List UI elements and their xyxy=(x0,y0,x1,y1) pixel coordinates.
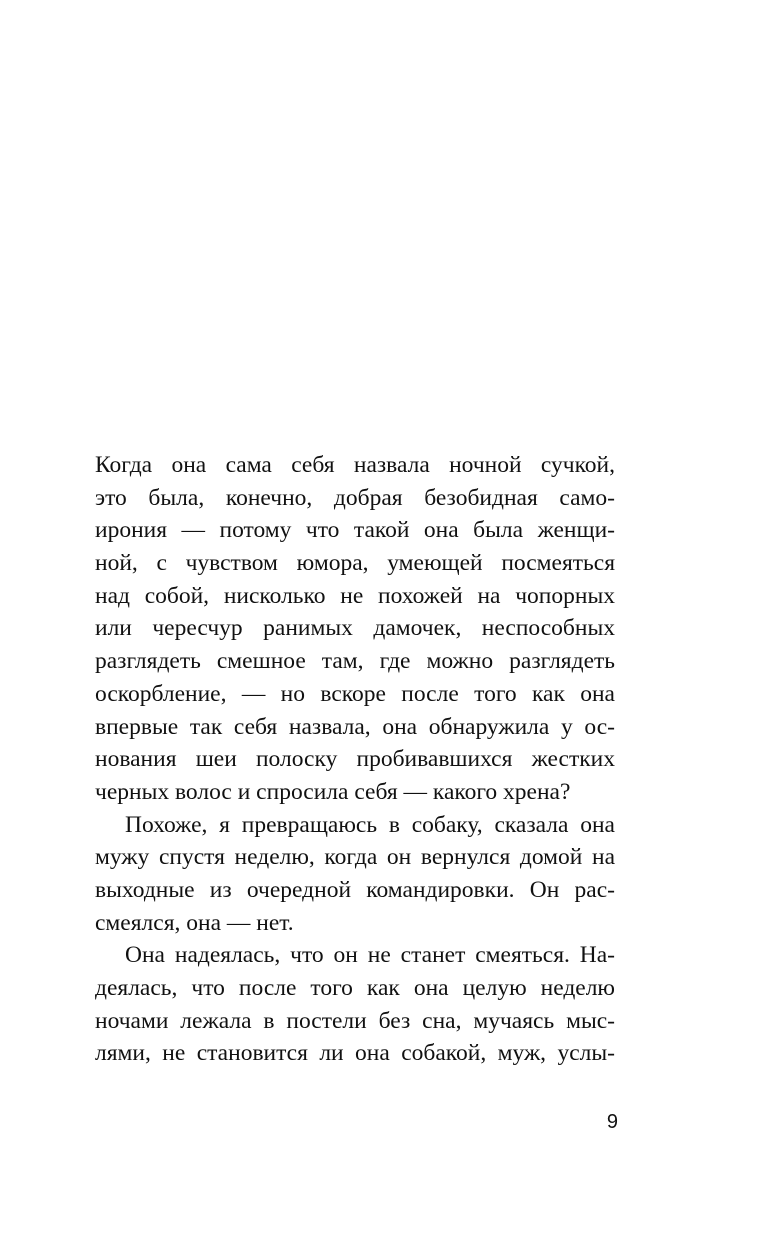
text-line: Когда она сама себя назвала ночной сучкой, xyxy=(95,452,615,478)
text-line: черных волос и спросила себя — какого хрена? xyxy=(95,778,571,805)
text-line: над собой, нисколько не похожей на чопорных xyxy=(95,582,615,609)
text-line: выходные из очередной командировки. Он рас- xyxy=(95,876,615,903)
text-line: смеялся, она — нет. xyxy=(95,909,294,936)
text-line: Она надеялась, что он не станет смеяться. На- xyxy=(125,942,615,969)
paragraph-3 xyxy=(95,939,615,1070)
paragraph-2 xyxy=(95,809,615,940)
text-line: ночами лежала в постели без сна, мучаясь мыс- xyxy=(95,1007,615,1034)
text-line: впервые так себя назвала, она обнаружила у ос- xyxy=(95,713,615,740)
text-line: деялась, что после того как она целую неделю xyxy=(95,975,615,1001)
text-line: ирония — потому что такой она была женщи- xyxy=(95,517,615,544)
text-line: мужу спустя неделю, когда он вернулся домой на xyxy=(95,844,615,871)
page-number: 9 xyxy=(606,1111,618,1133)
text-line: разглядеть смешное там, где можно разглядеть xyxy=(95,648,615,675)
text-line: ной, с чувством юмора, умеющей посмеяться xyxy=(95,550,615,577)
paragraph-1 xyxy=(95,449,615,809)
text-line: нования шеи полоску пробивавшихся жестких xyxy=(95,746,615,773)
text-line: лями, не становится ли она собакой, муж, услы- xyxy=(95,1040,615,1067)
text-line: это была, конечно, добрая безобидная само- xyxy=(95,484,615,511)
text-line: Похоже, я превращаюсь в собаку, сказала она xyxy=(125,811,615,838)
text-line: оскорбление, — но вскоре после того как она xyxy=(95,680,615,707)
body-text xyxy=(95,449,615,1070)
text-line: или чересчур ранимых дамочек, неспособных xyxy=(95,615,615,642)
